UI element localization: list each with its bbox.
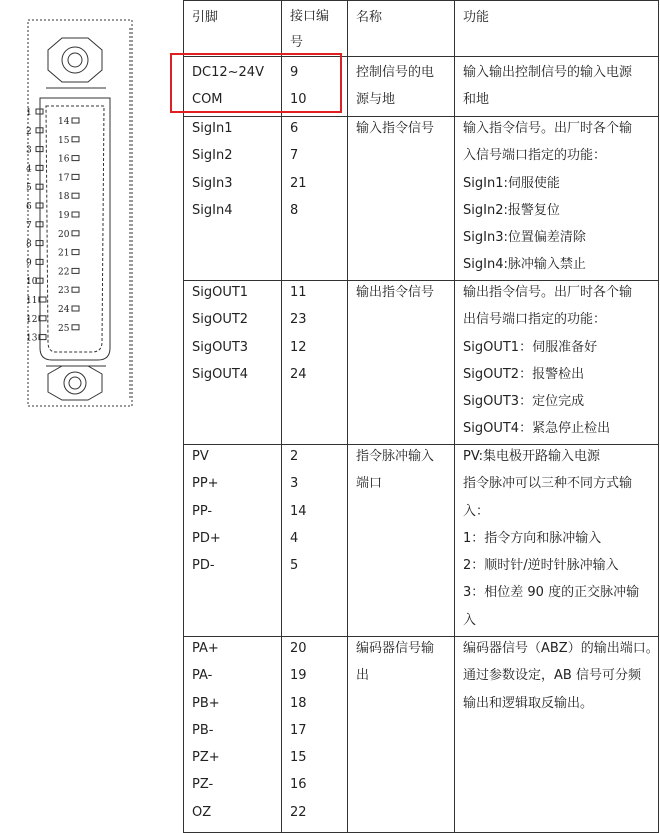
number-cell-line: 11	[290, 285, 307, 300]
pin-cell-line: PZ+	[192, 750, 220, 766]
number-cell-line: 7	[290, 148, 299, 164]
name-cell-line: 源与地	[356, 92, 396, 108]
number-cell-line: 21	[290, 175, 307, 191]
function-cell-line: SigIn3:位置偏差清除	[463, 230, 586, 246]
function-cell-line: 入：	[463, 503, 490, 519]
name-cell	[356, 279, 434, 306]
function-cell-line: SigOUT2：报警检出	[463, 366, 585, 382]
number-cell-line: 8	[290, 202, 299, 218]
pin-cell-line: PB+	[192, 695, 220, 711]
number-cell	[290, 635, 307, 826]
left-pin-label: 3	[26, 145, 32, 156]
pin-cell-line: SigIn3	[192, 175, 233, 191]
number-cell	[290, 279, 307, 388]
pin-cell-line: PD+	[192, 530, 221, 546]
function-cell-line: SigIn4:脉冲输入禁止	[463, 257, 586, 273]
function-cell	[463, 59, 632, 114]
right-pin-label: 17	[58, 173, 70, 184]
pin-cell-line: PA+	[192, 641, 219, 656]
number-cell	[290, 115, 307, 224]
left-pin-label: 2	[26, 126, 32, 137]
function-cell-line: 输出和逻辑取反输出。	[463, 695, 594, 711]
number-cell-line: 19	[290, 668, 307, 684]
right-pin-mark	[72, 212, 79, 217]
function-cell-line: SigOUT1：伺服准备好	[463, 339, 598, 355]
number-cell-line: 5	[290, 558, 299, 574]
pin-cell-line: SigIn4	[192, 202, 233, 218]
function-cell-line: 输出指令信号。出厂时各个输	[463, 285, 633, 300]
number-cell-line: 10	[290, 92, 307, 108]
function-cell-line: 通过参数设定，AB 信号可分频	[463, 668, 641, 684]
left-pin-label: 8	[26, 239, 32, 250]
number-cell-line: 18	[290, 695, 307, 711]
top-mount-nut-icon	[48, 38, 102, 82]
right-pin-mark	[72, 306, 79, 311]
function-cell-line: 入	[463, 612, 477, 628]
function-cell-line: PV:集电极开路输入电源	[463, 449, 601, 464]
number-cell-line: 3	[290, 476, 299, 492]
number-cell-line: 17	[290, 722, 307, 738]
pin-cell-line: PB-	[192, 722, 214, 738]
pin-cell-line: PP-	[192, 503, 213, 519]
number-cell-line: 24	[290, 366, 307, 382]
left-pin-label: 9	[26, 258, 32, 269]
function-cell	[463, 279, 632, 443]
function-cell	[463, 115, 632, 279]
bottom-mount-nut-icon	[48, 366, 102, 400]
name-cell	[356, 443, 434, 498]
function-cell	[463, 635, 659, 717]
function-cell-line: SigIn1:伺服使能	[463, 175, 560, 191]
right-pin-mark	[72, 174, 79, 179]
header-number: 接口编号	[290, 9, 330, 50]
left-pin-label: 4	[26, 164, 32, 175]
pin-cell	[192, 279, 248, 388]
right-pin-label: 18	[58, 192, 70, 203]
number-cell-line: 15	[290, 750, 307, 766]
pin-cell	[192, 115, 232, 224]
name-cell-line: 指令脉冲输入	[356, 449, 435, 464]
pin-cell	[192, 443, 221, 579]
right-pin-mark	[72, 193, 79, 198]
function-cell-line: SigIn2:报警复位	[463, 202, 560, 218]
left-pin-label: 6	[26, 202, 32, 212]
function-cell-line: 入信号端口指定的功能：	[463, 148, 607, 164]
function-cell-line: 1：指令方向和脉冲输入	[463, 530, 602, 546]
pin-cell	[192, 635, 220, 826]
right-pin-mark	[72, 287, 79, 292]
right-pin-label: 25	[58, 323, 70, 334]
header-pin: 引脚	[192, 10, 219, 25]
right-pin-mark	[72, 325, 79, 330]
left-pin-label: 13	[26, 333, 38, 344]
number-cell-line: 22	[290, 804, 307, 820]
number-cell-line: 23	[290, 312, 307, 328]
function-cell-line: 指令脉冲可以三种不同方式输	[463, 476, 633, 492]
pin-cell-line: COM	[192, 92, 223, 108]
header-function: 功能	[463, 10, 490, 25]
pin-cell-line: PA-	[192, 668, 213, 684]
left-pin-label: 7	[26, 220, 32, 231]
right-pin-label: 15	[58, 135, 70, 146]
db25-connector-diagram	[26, 18, 138, 410]
pin-cell-line: SigOUT2	[192, 312, 249, 328]
name-cell-line: 输出指令信号	[356, 285, 435, 300]
function-cell	[463, 443, 639, 634]
function-cell-line: SigOUT4：紧急停止检出	[463, 421, 611, 437]
function-cell-line: 出信号端口指定的功能：	[463, 312, 607, 328]
number-cell-line: 9	[290, 65, 299, 80]
name-cell	[356, 59, 434, 114]
right-pin-label: 22	[58, 267, 70, 278]
pin-cell-line: SigIn1	[192, 121, 233, 136]
name-cell	[356, 635, 434, 690]
number-cell-line: 20	[290, 641, 307, 656]
number-cell-line: 16	[290, 777, 307, 793]
right-pin-label: 20	[58, 229, 70, 240]
number-cell-line: 2	[290, 449, 299, 464]
function-cell-line: 输入指令信号。出厂时各个输	[463, 121, 633, 136]
number-cell-line: 4	[290, 530, 299, 546]
name-cell-line: 编码器信号输	[356, 641, 435, 656]
right-pin-mark	[72, 137, 79, 142]
right-pin-mark	[72, 231, 79, 236]
pin-cell-line: SigIn2	[192, 148, 233, 164]
pin-cell-line: SigOUT1	[192, 285, 249, 300]
pin-cell-line: PZ-	[192, 777, 214, 793]
right-pin-label: 16	[58, 154, 70, 165]
function-cell-line: 3：相位差 90 度的正交脉冲输	[463, 585, 640, 601]
header-name: 名称	[356, 10, 383, 25]
left-pin-label: 11	[26, 296, 38, 306]
right-pin-mark	[72, 156, 79, 161]
pin-cell-line: PV	[192, 449, 209, 464]
name-cell-line: 出	[356, 668, 370, 684]
pin-cell-line: OZ	[192, 804, 212, 820]
name-cell-line: 输入指令信号	[356, 121, 435, 136]
right-pin-mark	[72, 250, 79, 255]
function-cell-line: 输入输出控制信号的输入电源	[463, 65, 633, 80]
left-pin-label: 10	[26, 277, 38, 288]
number-cell-line: 14	[290, 503, 307, 519]
function-cell-line: 和地	[463, 92, 490, 108]
name-cell	[356, 115, 434, 142]
highlight-box	[170, 53, 342, 113]
name-cell-line: 控制信号的电	[356, 65, 435, 80]
number-cell-line: 6	[290, 121, 299, 136]
right-pin-label: 14	[58, 117, 70, 127]
right-pin-mark	[72, 118, 79, 123]
function-cell-line: 2：顺时针/逆时针脉冲输入	[463, 558, 619, 574]
left-pin-label: 5	[26, 183, 32, 194]
right-pin-label: 19	[58, 211, 70, 221]
name-cell-line: 端口	[356, 476, 383, 492]
pin-cell-line: PD-	[192, 558, 215, 574]
right-pin-mark	[72, 268, 79, 273]
right-pin-label: 21	[58, 248, 70, 259]
number-cell	[290, 443, 307, 579]
pin-cell-line: PP+	[192, 476, 219, 492]
function-cell-line: SigOUT3：定位完成	[463, 394, 585, 410]
number-cell-line: 12	[290, 339, 307, 355]
pin-cell-line: SigOUT3	[192, 339, 249, 355]
left-pin-label: 12	[26, 314, 38, 325]
right-pin-label: 24	[58, 305, 70, 315]
function-cell-line: 编码器信号（ABZ）的输出端口。	[463, 641, 659, 656]
left-pin-label: 1	[26, 108, 32, 118]
pin-cell-line: DC12~24V	[192, 65, 264, 80]
right-pin-label: 23	[58, 286, 70, 297]
pin-cell-line: SigOUT4	[192, 366, 249, 382]
